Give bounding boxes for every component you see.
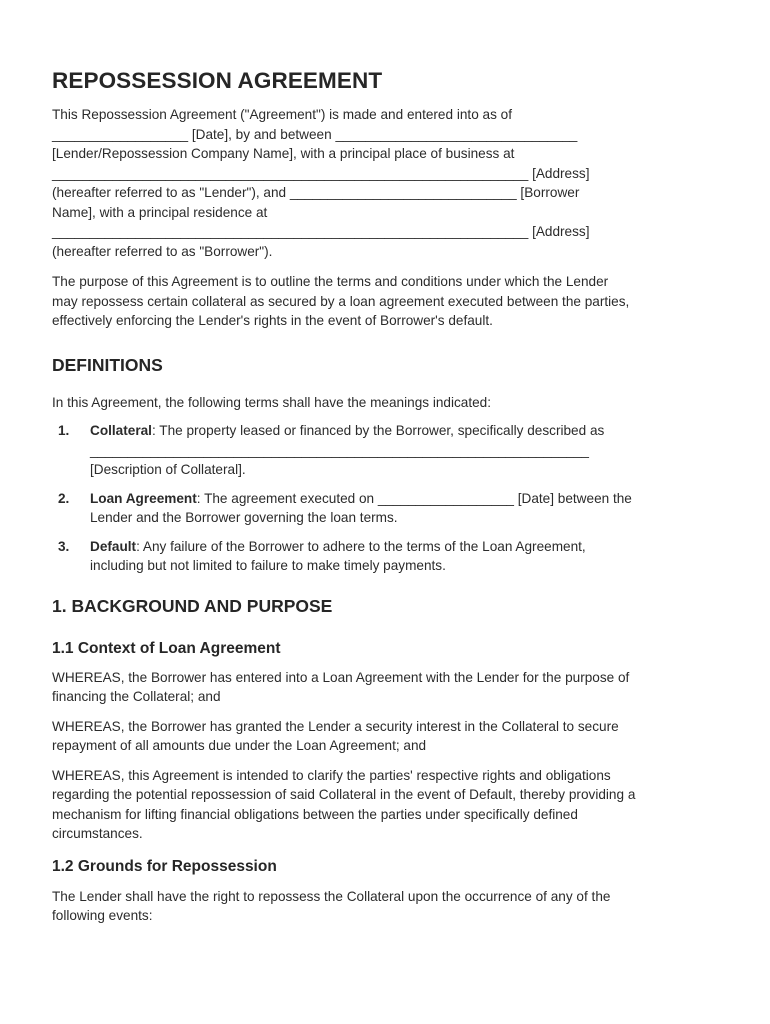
- purpose-line: may repossess certain collateral as secured by a loan agreement executed between the parties,: [52, 293, 630, 309]
- intro-line: Name], with a principal residence at: [52, 204, 268, 220]
- intro-line: This Repossession Agreement ("Agreement") is made and entered into as of: [52, 107, 512, 122]
- document-body: [52, 68, 722, 926]
- whereas-line: WHEREAS, the Borrower has granted the Lender a security interest in the Collateral to secure: [52, 718, 619, 734]
- grounds-line: following events:: [52, 908, 153, 923]
- definition-term: Collateral: [90, 423, 152, 438]
- whereas-line: WHEREAS, this Agreement is intended to clarify the parties' respective rights and obligations: [52, 767, 611, 783]
- definition-term: Loan Agreement: [90, 490, 197, 506]
- whereas-paragraph: [52, 668, 722, 707]
- intro-paragraph: [52, 105, 722, 261]
- whereas-line: financing the Collateral; and: [52, 689, 221, 704]
- intro-line: _______________________________________________________________ [Address]: [52, 165, 590, 181]
- definition-text: : The property leased or financed by the Borrower, specifically described as: [151, 423, 605, 438]
- whereas-paragraph: [52, 717, 722, 756]
- definitions-intro: In this Agreement, the following terms shall have the meanings indicated:: [52, 394, 492, 410]
- whereas-paragraph: [52, 766, 722, 844]
- definition-number: 1.: [58, 423, 70, 438]
- definition-item-collateral: [52, 421, 722, 480]
- definitions-list: [52, 421, 722, 576]
- intro-line: __________________ [Date], by and between ________________________________: [52, 126, 578, 142]
- document-title: REPOSSESSION AGREEMENT: [52, 68, 383, 93]
- definition-text: [Description of Collateral].: [90, 462, 246, 477]
- purpose-paragraph: [52, 272, 722, 331]
- definition-item-default: [52, 537, 722, 576]
- definition-item-loan-agreement: [52, 489, 722, 528]
- intro-line: [Lender/Repossession Company Name], with a principal place of business at: [52, 146, 515, 161]
- intro-line: _______________________________________________________________ [Address]: [52, 224, 590, 239]
- definitions-heading: DEFINITIONS: [52, 354, 163, 375]
- definition-text: __________________________________________________________________: [90, 442, 589, 458]
- definition-term: Default: [90, 538, 137, 554]
- purpose-line: The purpose of this Agreement is to outline the terms and conditions under which the Lender: [52, 274, 609, 289]
- whereas-line: WHEREAS, the Borrower has entered into a Loan Agreement with the Lender for the purpose of: [52, 669, 630, 685]
- intro-line: (hereafter referred to as "Borrower").: [52, 243, 273, 259]
- definition-text: Lender and the Borrower governing the loan terms.: [90, 510, 398, 525]
- intro-line: (hereafter referred to as "Lender"), and ______________________________ [Borrower: [52, 185, 580, 200]
- grounds-line: The Lender shall have the right to repossess the Collateral upon the occurrence of any of the: [52, 888, 611, 904]
- whereas-line: regarding the potential repossession of said Collateral in the event of Default, thereby providing a: [52, 787, 636, 802]
- definition-text: : Any failure of the Borrower to adhere to the terms of the Loan Agreement,: [136, 538, 586, 554]
- definition-text: including but not limited to failure to make timely payments.: [90, 558, 446, 573]
- background-heading: 1. BACKGROUND AND PURPOSE: [52, 595, 333, 616]
- purpose-line: effectively enforcing the Lender's rights in the event of Borrower's default.: [52, 313, 493, 328]
- whereas-line: mechanism for lifting financial obligations between the parties under specifically defined: [52, 806, 578, 822]
- definition-number: 2.: [58, 490, 70, 506]
- grounds-heading: 1.2 Grounds for Repossession: [52, 857, 277, 875]
- whereas-line: circumstances.: [52, 826, 143, 841]
- context-heading: 1.1 Context of Loan Agreement: [52, 639, 281, 657]
- definition-number: 3.: [58, 538, 70, 554]
- grounds-paragraph: [52, 887, 722, 926]
- whereas-line: repayment of all amounts due under the Loan Agreement; and: [52, 738, 427, 753]
- definition-text: : The agreement executed on __________________ [Date] between the: [196, 490, 632, 506]
